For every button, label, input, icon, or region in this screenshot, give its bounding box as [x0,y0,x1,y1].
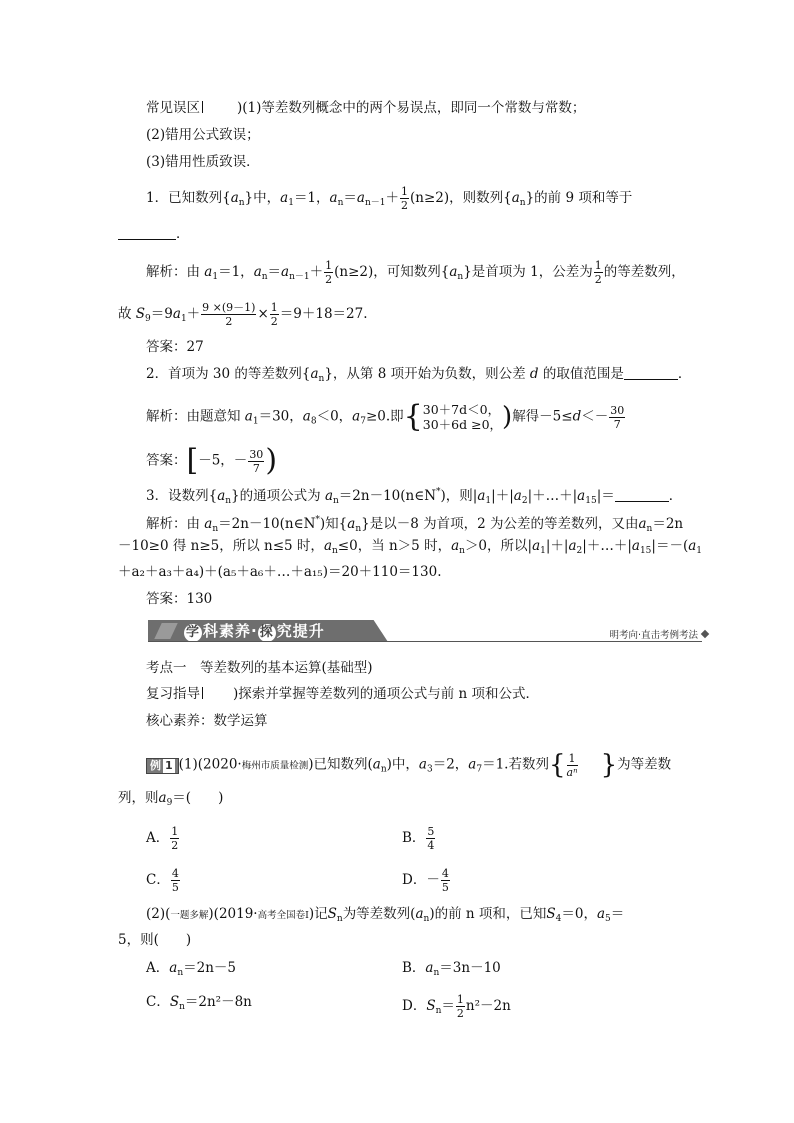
option-2-a[interactable]: A．$a_n=2n-5$ [146,960,236,978]
q3-answer: 答案：130 [146,591,213,607]
example-1-part-2-line-2: 5，则( ) [118,932,192,948]
option-b[interactable]: B． $\frac{5}{4}$ [402,825,435,852]
example-tag: 例 1 [146,758,179,774]
q3-solution-2: －10≥0 得 n≥5，所以 n≤5 时，$a_n\le 0$，当 n＞5 时，$a_n>0$，所以$|a_1|+|a_2|+\dots+|a_{15}|=-(a_1$ [118,538,703,556]
inequality-system: 30＋7d＜0， 30＋6d ≥0， [422,402,503,432]
option-d[interactable]: D．－ $\frac{4}{5}$ [402,867,449,894]
q1-answer: 答案：27 [146,339,204,355]
option-c[interactable]: C． $\frac{4}{5}$ [146,867,179,894]
example-1-part-2: (2)(一题多解)(2019·高考全国卷Ⅰ)记$S_n$为等差数列$(a_n)$的前 n 项和，已知$S_4=0$，$a_5=$ [146,906,625,924]
intro-heading: 常见误区 [146,100,200,116]
banner-subtitle: 明考向·直击考例考法 [609,630,698,641]
review-guide: 复习指导 )探索并掌握等差数列的通项公式与前 n 项和公式． [146,686,540,702]
banner-title: 学 科素养· 探 究提升 [185,622,325,640]
option-a[interactable]: A． $\frac{1}{2}$ [146,825,179,852]
option-2-c[interactable]: C．$S_n=2n^2-8n$ [146,994,252,1012]
q1-stem: 1．已知数列$\{a_n\}$中，$a_1=1$，$a_n=a_{n-1}+$ $\frac{1}{2}$ (n≥2)，则数列$\{a_n\}$的前 9 项和等于 [146,185,633,212]
q1-fraction: $\frac{1}{2}$ [400,185,408,212]
core-literacy: 核心素养：数学运算 [146,713,268,729]
topic-title: 考点一 等差数列的基本运算(基础型) [146,660,373,676]
example-1-part-1-line-2: 列，则$a_9=$( ) [118,790,224,808]
q3-stem: 3．设数列$\{a_n\}$的通项公式为 $a_n=2n-10(n\in N^*)$，则$|a_1|+|a_2|+\dots+|a_{15}|=$ ． [146,487,683,506]
intro-item-1: )(1)等差数列概念中的两个易误点，即同一个常数与常数； [237,100,586,116]
intro-line-2: (2)错用公式致误； [146,127,260,143]
option-2-b[interactable]: B．$a_n=3n-10$ [402,960,501,978]
q3-solution-1: 解析：由 $a_n=2n-10(n\in N^*)$知$\{a_n\}$是以－8 为首项，2 为公差的等差数列，又由$a_n=2n$ [146,515,684,534]
q1-solution-2: 故 $S_9=9a_1+$ $\frac{9 \times(9-1)}{2}$ × $\frac{1}{2}$ ＝9＋18＝27. [118,301,368,328]
q2-stem: 2．首项为 30 的等差数列$\{a_n\}$，从第 8 项开始为负数，则公差 d 的取值范围是 ． [146,366,692,384]
q2-answer: 答案：[－5，－ $\frac{30}{7}$ ) [146,443,278,478]
intro-line-1 [146,100,585,116]
intro-line-3: (3)错用性质致误． [146,154,260,170]
q3-solution-3: ＋a₂＋a₃＋a₄)＋(a₅＋a₆＋…＋a₁₅)＝20＋110＝130. [118,564,442,580]
diamond-icon [701,630,709,638]
q1-solution-1: 解析：由 $a_1=1$，$a_n=a_{n-1}+$ $\frac{1}{2}$ (n≥2)，可知数列$\{a_n\}$是首项为 1，公差为 $\frac{1}{2}$ 的等差数列， [146,259,685,286]
example-1-part-1: 例 1 (1)(2020·梅州市质量检测)已知数列$(a_n)$中，$a_3=2$，$a_7=1$.若数列{ $\frac{1}{\text{aⁿ}}$ }为等差数 [146,752,671,778]
option-2-d[interactable]: D．$S_n=$ $\frac{1}{2}$ n²－2n [402,993,511,1020]
section-banner [148,620,708,646]
banner-rule [148,641,702,642]
q2-solution: 解析：由题意知 $a_1=30$，$a_8<0$，$a_7\ge 0$.即{ 30＋7d＜0， 30＋6d ≥0， )解得－5≤d＜－ $\frac{30}{7}$ [146,399,625,434]
q1-blank: ． [118,226,190,242]
